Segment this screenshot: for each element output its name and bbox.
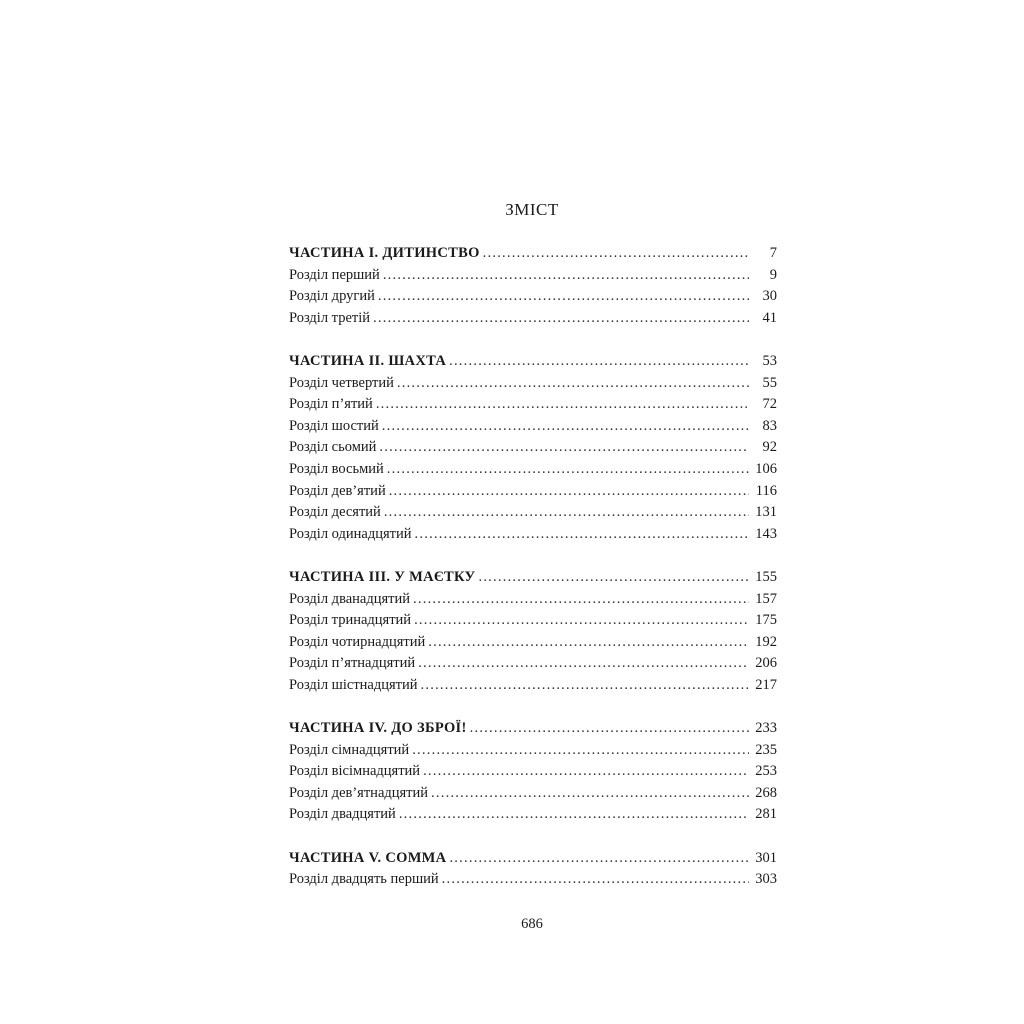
dot-leader: [379, 437, 749, 459]
toc-chapter-entry[interactable]: [289, 394, 777, 416]
dot-leader: [431, 783, 749, 805]
dot-leader: [383, 265, 749, 287]
toc-chapter-label: Розділ двадцятий: [289, 806, 396, 823]
toc-chapter-label: Розділ п’ятий: [289, 396, 373, 413]
toc-page-number: 131: [755, 504, 777, 521]
toc-page-number: 303: [755, 871, 777, 888]
toc-chapter-label: Розділ другий: [289, 288, 375, 305]
dot-leader: [470, 718, 749, 740]
dot-leader: [397, 373, 749, 395]
dot-leader: [382, 416, 749, 438]
dot-leader: [413, 589, 749, 611]
toc-page-number: 92: [762, 439, 777, 456]
toc-chapter-entry[interactable]: [289, 653, 777, 675]
toc-chapter-entry[interactable]: [289, 783, 777, 805]
toc-chapter-entry[interactable]: [289, 416, 777, 438]
dot-leader: [421, 675, 749, 697]
toc-page-number: 41: [762, 309, 777, 326]
toc-part: [289, 243, 777, 329]
dot-leader: [428, 632, 749, 654]
toc-part-label: ЧАСТИНА II. ШАХТА: [289, 352, 447, 369]
toc-chapter-label: Розділ перший: [289, 266, 380, 283]
dot-leader: [376, 394, 749, 416]
toc-part: [289, 351, 777, 545]
toc-chapter-entry[interactable]: [289, 761, 777, 783]
toc-page-number: 30: [762, 288, 777, 305]
toc-chapter-label: Розділ дев’ятнадцятий: [289, 784, 429, 801]
toc-page-number: 55: [762, 374, 777, 391]
toc-chapter-entry[interactable]: [289, 632, 777, 654]
toc-page-number: 83: [762, 417, 777, 434]
toc-page-number: 106: [755, 460, 777, 477]
toc-chapter-label: Розділ одинадцятий: [289, 525, 412, 542]
toc-page-number: 301: [755, 849, 777, 866]
toc-page-number: 7: [769, 245, 777, 261]
toc-chapter-label: Розділ сьомий: [289, 439, 377, 456]
toc-title: ЗМІСТ: [505, 200, 559, 219]
toc-chapter-label: Розділ вісімнадцятий: [289, 763, 421, 780]
toc-page-number: 268: [755, 784, 777, 801]
toc-page-number: 175: [755, 612, 777, 629]
dot-leader: [478, 567, 749, 589]
dot-leader: [389, 481, 749, 503]
dot-leader: [449, 848, 749, 870]
toc-chapter-label: Розділ чотирнадцятий: [289, 633, 426, 650]
toc-chapter-label: Розділ дев’ятий: [289, 482, 386, 499]
toc-page-number: 143: [755, 525, 777, 542]
toc-part-heading[interactable]: [289, 243, 777, 265]
toc-chapter-entry[interactable]: [289, 459, 777, 481]
toc-page-number: 157: [755, 590, 777, 607]
dot-leader: [442, 869, 749, 891]
toc-chapter-entry[interactable]: [289, 373, 777, 395]
toc-part: [289, 567, 777, 697]
toc-chapter-label: Розділ двадцять перший: [289, 871, 439, 888]
toc-chapter-label: Розділ п’ятнадцятий: [289, 655, 416, 672]
toc-part-heading[interactable]: [289, 567, 777, 589]
toc-chapter-entry[interactable]: [289, 740, 777, 762]
dot-leader: [483, 243, 749, 265]
toc-chapter-label: Розділ четвертий: [289, 374, 394, 391]
toc-chapter-entry[interactable]: [289, 502, 777, 524]
toc-page-number: 217: [755, 676, 777, 693]
toc-page-number: 281: [755, 806, 777, 823]
toc-chapter-entry[interactable]: [289, 481, 777, 503]
dot-leader: [378, 286, 749, 308]
toc-part-label: ЧАСТИНА IV. ДО ЗБРОЇ!: [289, 720, 467, 737]
dot-leader: [373, 308, 749, 330]
table-of-contents: [289, 243, 777, 912]
dot-leader: [384, 502, 749, 524]
toc-chapter-entry[interactable]: [289, 286, 777, 308]
toc-chapter-entry[interactable]: [289, 589, 777, 611]
toc-chapter-entry[interactable]: [289, 437, 777, 459]
toc-chapter-label: Розділ шістнадцятий: [289, 676, 418, 693]
toc-part: [289, 718, 777, 826]
dot-leader: [449, 351, 749, 373]
toc-chapter-label: Розділ шостий: [289, 417, 379, 434]
toc-chapter-entry[interactable]: [289, 675, 777, 697]
toc-chapter-entry[interactable]: [289, 308, 777, 330]
dot-leader: [415, 524, 749, 546]
dot-leader: [387, 459, 749, 481]
toc-chapter-entry[interactable]: [289, 610, 777, 632]
toc-chapter-label: Розділ дванадцятий: [289, 590, 411, 607]
toc-chapter-entry[interactable]: [289, 524, 777, 546]
toc-part-heading[interactable]: [289, 351, 777, 373]
toc-part-heading[interactable]: [289, 718, 777, 740]
toc-part-label: ЧАСТИНА III. У МАЄТКУ: [289, 568, 476, 585]
toc-page-number: 253: [755, 763, 777, 780]
dot-leader: [412, 740, 749, 762]
toc-part-label: ЧАСТИНА V. COMMA: [289, 849, 447, 866]
toc-chapter-label: Розділ восьмий: [289, 460, 384, 477]
toc-chapter-entry[interactable]: [289, 804, 777, 826]
toc-chapter-label: Розділ сімнадцятий: [289, 741, 410, 758]
dot-leader: [414, 610, 749, 632]
dot-leader: [399, 804, 749, 826]
toc-page-number: 192: [755, 633, 777, 650]
toc-page-number: 53: [762, 352, 777, 369]
toc-part: [289, 848, 777, 891]
page-number: 686: [521, 916, 543, 932]
toc-chapter-label: Розділ третій: [289, 309, 371, 326]
toc-page-number: 116: [755, 482, 777, 499]
toc-page-number: 235: [755, 741, 777, 758]
toc-page-number: 155: [755, 568, 777, 585]
toc-chapter-label: Розділ тринадцятий: [289, 612, 412, 629]
toc-chapter-entry[interactable]: [289, 265, 777, 287]
dot-leader: [418, 653, 749, 675]
toc-page-number: 233: [755, 720, 777, 737]
toc-page-number: 206: [755, 655, 777, 672]
toc-chapter-entry[interactable]: [289, 869, 777, 891]
toc-part-label: ЧАСТИНА I. ДИТИНСТВО: [289, 245, 480, 261]
toc-chapter-label: Розділ десятий: [289, 504, 381, 521]
toc-page-number: 72: [762, 396, 777, 413]
toc-part-heading[interactable]: [289, 848, 777, 870]
toc-page-number: 9: [769, 266, 777, 283]
dot-leader: [423, 761, 749, 783]
